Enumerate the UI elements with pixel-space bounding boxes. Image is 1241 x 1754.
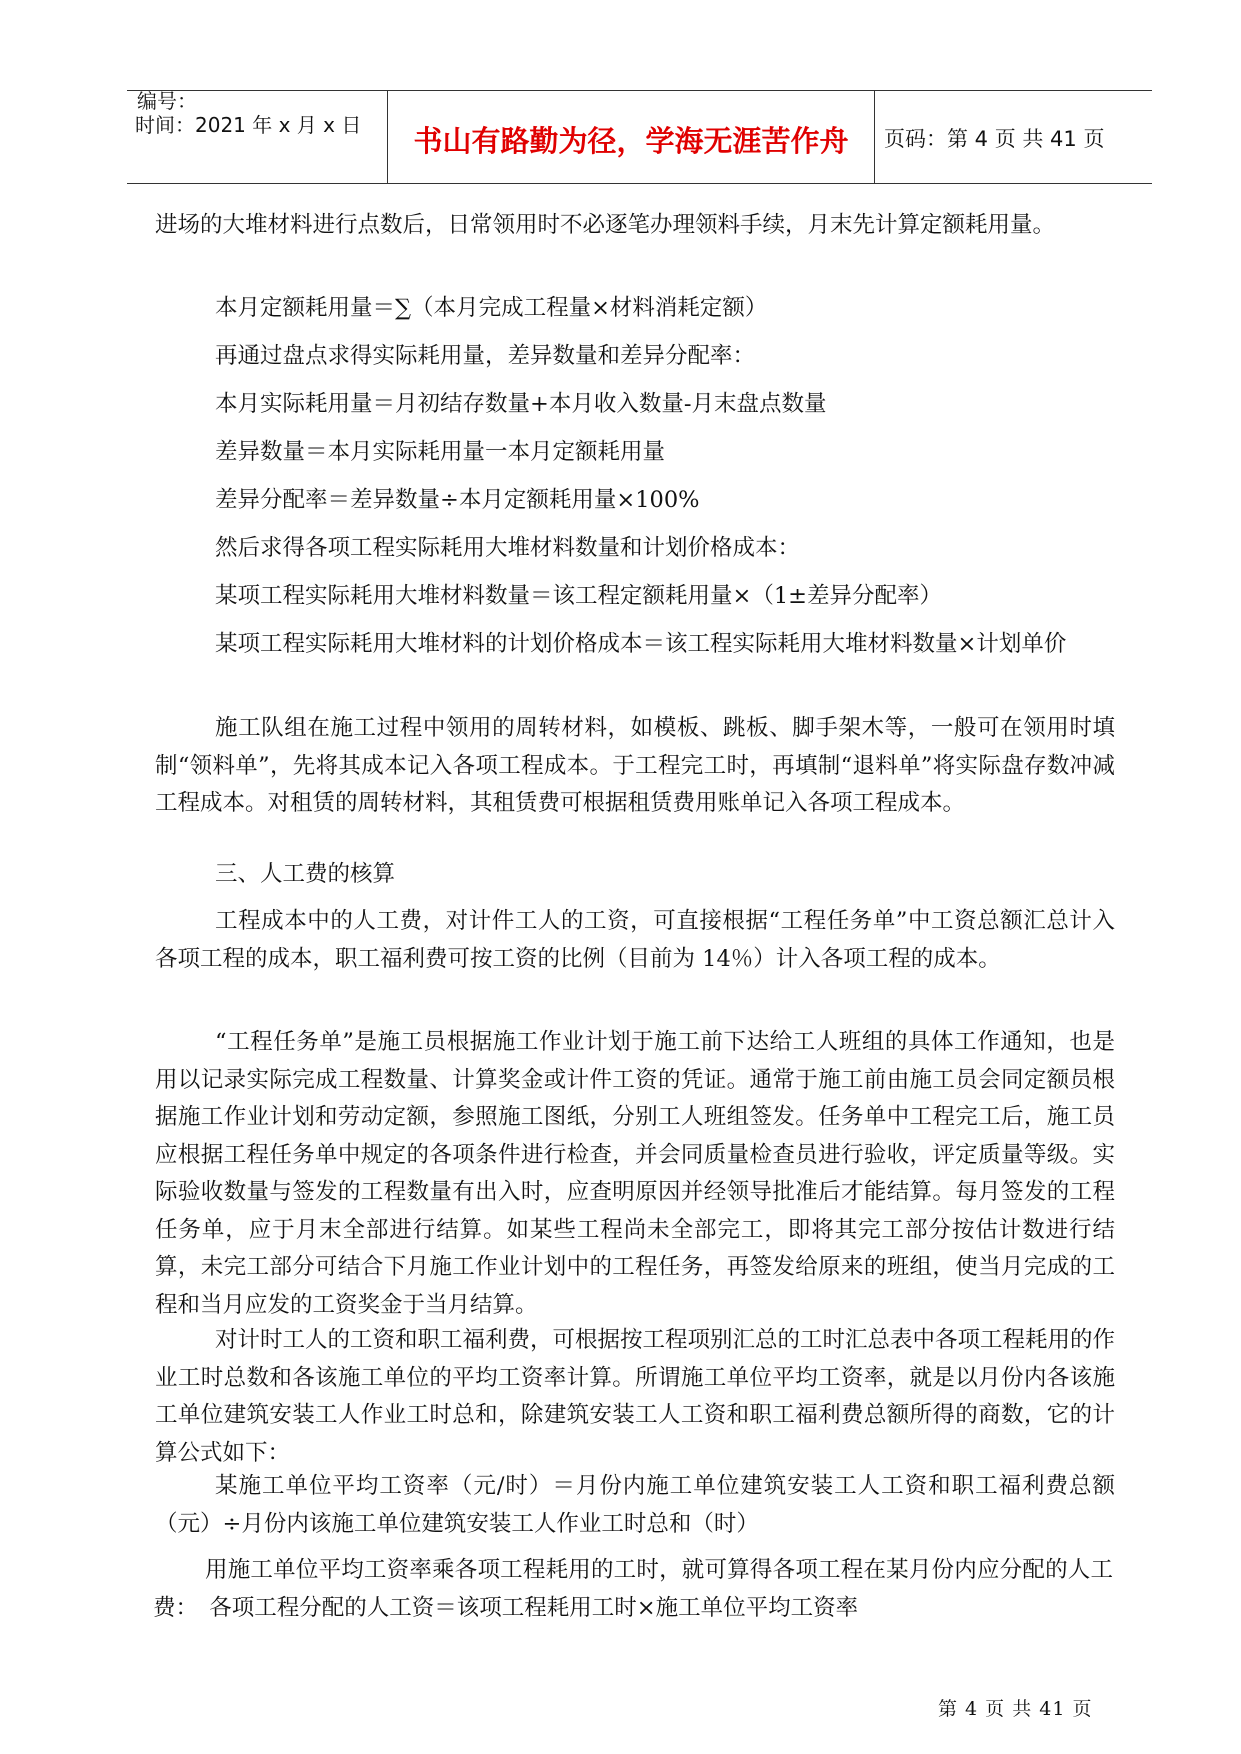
formula-line: 本月实际耗用量＝月初结存数量+本月收入数量-月末盘点数量 — [215, 391, 827, 417]
paragraph: 某项工程实际耗用大堆材料的计划价格成本＝该工程实际耗用大堆材料数量×计划单价 — [215, 631, 1067, 657]
formula-line: 再通过盘点求得实际耗用量，差异数量和差异分配率： — [215, 343, 756, 369]
paragraph: 某施工单位平均工资率（元/时）＝月份内施工单位建筑安装工人工资和职工福利费总额（元）÷月份内该施工单位建筑安装工人作业工时总和（时） — [155, 1473, 1115, 1537]
paragraph: 进场的大堆材料进行点数后，日常领用时不必逐笔办理领料手续，月末先计算定额耗用量。 — [155, 212, 1056, 238]
header-left-cell — [127, 91, 387, 183]
section-heading: 三、人工费的核算 — [215, 861, 396, 887]
motto: 书山有路勤为径，学海无涯苦作舟 — [413, 124, 849, 158]
page-code: 页码：第 4 页 共 41 页 — [884, 127, 1105, 151]
paragraph: 用施工单位平均工资率乘各项工程耗用的工时，就可算得各项工程在某月份内应分配的人工费： 各项工程分配的人工资＝该项工程耗用工时×施工单位平均工资率 — [153, 1557, 1113, 1621]
page-header — [127, 90, 1152, 184]
paragraph: 工程成本中的人工费，对计件工人的工资，可直接根据“工程任务单”中工资总额汇总计入各项工程的成本，职工福利费可按工资的比例（目前为 14％）计入各项工程的成本。 — [155, 908, 1115, 972]
code-label: 编号： — [137, 89, 197, 113]
formula-line: 某项工程实际耗用大堆材料数量＝该工程定额耗用量×（1±差异分配率） — [215, 583, 943, 609]
formula-line: 差异数量＝本月实际耗用量一本月定额耗用量 — [215, 439, 666, 465]
paragraph: 对计时工人的工资和职工福利费，可根据按工程项别汇总的工时汇总表中各项工程耗用的作业工时总数和各该施工单位的平均工资率计算。所谓施工单位平均工资率，就是以月份内各该施工单位建筑安装工人作业工时总和，除建筑安装工人工资和职工福利费总额所得的商数，它的计算公式如下： — [155, 1327, 1116, 1466]
header-motto-cell — [387, 91, 875, 183]
header-page-cell — [874, 91, 1152, 183]
paragraph: “工程任务单”是施工员根据施工作业计划于施工前下达给工人班组的具体工作通知，也是用以记录实际完成工程数量、计算奖金或计件工资的凭证。通常于施工前由施工员会同定额员根据施工作业计划和劳动定额，参照施工图纸，分别工人班组签发。任务单中工程完工后，施工员应根据工程任务单中规定的各项条件进行检查，并会同质量检查员进行验收，评定质量等级。实际验收数量与签发的工程数量有出入时，应查明原因并经领导批准后才能结算。每月签发的工程任务单，应于月末全部进行结算。如某些工程尚未全部完工，即将其完工部分按估计数进行结算，未完工部分可结合下月施工作业计划中的工程任务，再签发给原来的班组，使当月完成的工程和当月应发的工资奖金于当月结算。 — [155, 1029, 1115, 1318]
paragraph: 施工队组在施工过程中领用的周转材料，如模板、跳板、脚手架木等，一般可在领用时填制“领料单”，先将其成本记入各项工程成本。于工程完工时，再填制“退料单”将实际盘存数冲减工程成本。对租赁的周转材料，其租赁费可根据租赁费用账单记入各项工程成本。 — [155, 715, 1115, 816]
time-label: 时间：2021 年 x 月 x 日 — [135, 113, 362, 137]
formula-line: 差异分配率＝差异数量÷本月定额耗用量×100% — [215, 487, 700, 513]
formula-line: 然后求得各项工程实际耗用大堆材料数量和计划价格成本： — [215, 535, 801, 561]
page-footer: 第 4 页 共 41 页 — [938, 1698, 1093, 1720]
formula-line: 本月定额耗用量＝∑（本月完成工程量×材料消耗定额） — [215, 295, 768, 321]
